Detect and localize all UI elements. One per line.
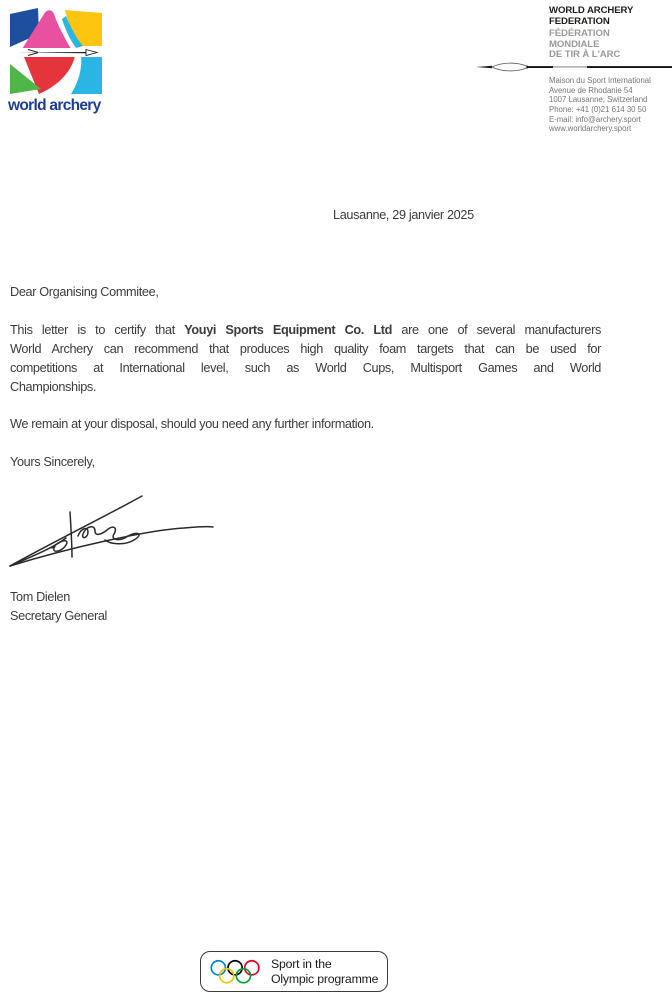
body-text: This letter is to certify that: [10, 323, 185, 337]
address-line-email: E-mail: info@archery.sport: [549, 114, 641, 124]
signature-image: [8, 486, 218, 574]
org-name-fr-line: FÉDÉRATION: [549, 28, 610, 40]
body-line: Championships.: [10, 380, 97, 394]
world-archery-logo: [8, 8, 110, 114]
body-paragraph-2: We remain at your disposal, should you need any further information.: [10, 417, 374, 431]
signer-title: Secretary General: [10, 609, 108, 623]
org-name-fr-line: DE TIR À L'ARC: [549, 49, 621, 61]
badge-text: [271, 957, 378, 987]
org-name-line: FEDERATION: [549, 15, 610, 27]
signer-name: Tom Dielen: [10, 590, 70, 604]
address-line: Maison du Sport International: [549, 75, 651, 85]
olympic-programme-badge: [200, 951, 388, 992]
body-line: [10, 321, 601, 340]
org-name-line: WORLD ARCHERY: [549, 5, 634, 16]
badge-line: Sport in the: [271, 956, 332, 971]
body-text: are one of several manufacturers: [392, 323, 602, 337]
address-line-phone: Phone: +41 (0)21 614 30 50: [549, 105, 647, 115]
arrow-icon: [476, 61, 672, 73]
org-name-fr-line: MONDIALE: [549, 38, 600, 50]
body-paragraph: [10, 321, 601, 397]
badge-line: Olympic programme: [271, 971, 379, 986]
olympic-rings-icon: [210, 959, 262, 985]
logo-wordmark: world archery: [8, 97, 101, 114]
body-line: World Archery can recommend that produces high quality foam targets that can be used for: [10, 342, 601, 356]
salutation: Dear Organising Commitee,: [10, 285, 159, 299]
address-line: 1007 Lausanne, Switzerland: [549, 95, 648, 105]
org-name-en: [549, 6, 669, 27]
closing: Yours Sincerely,: [10, 455, 95, 469]
address-block: [549, 76, 669, 134]
body-line: competitions at International level, such as World Cups, Multisport Games and World: [10, 361, 601, 375]
dateline: Lausanne, 29 janvier 2025: [333, 208, 474, 222]
company-name: Youyi Sports Equipment Co. Ltd: [184, 323, 393, 337]
org-name-fr: [549, 29, 669, 61]
address-line-website: www.worldarchery.sport: [549, 124, 632, 134]
world-archery-logo-icon: [10, 8, 102, 96]
address-line: Avenue de Rhodanie 54: [549, 85, 633, 95]
